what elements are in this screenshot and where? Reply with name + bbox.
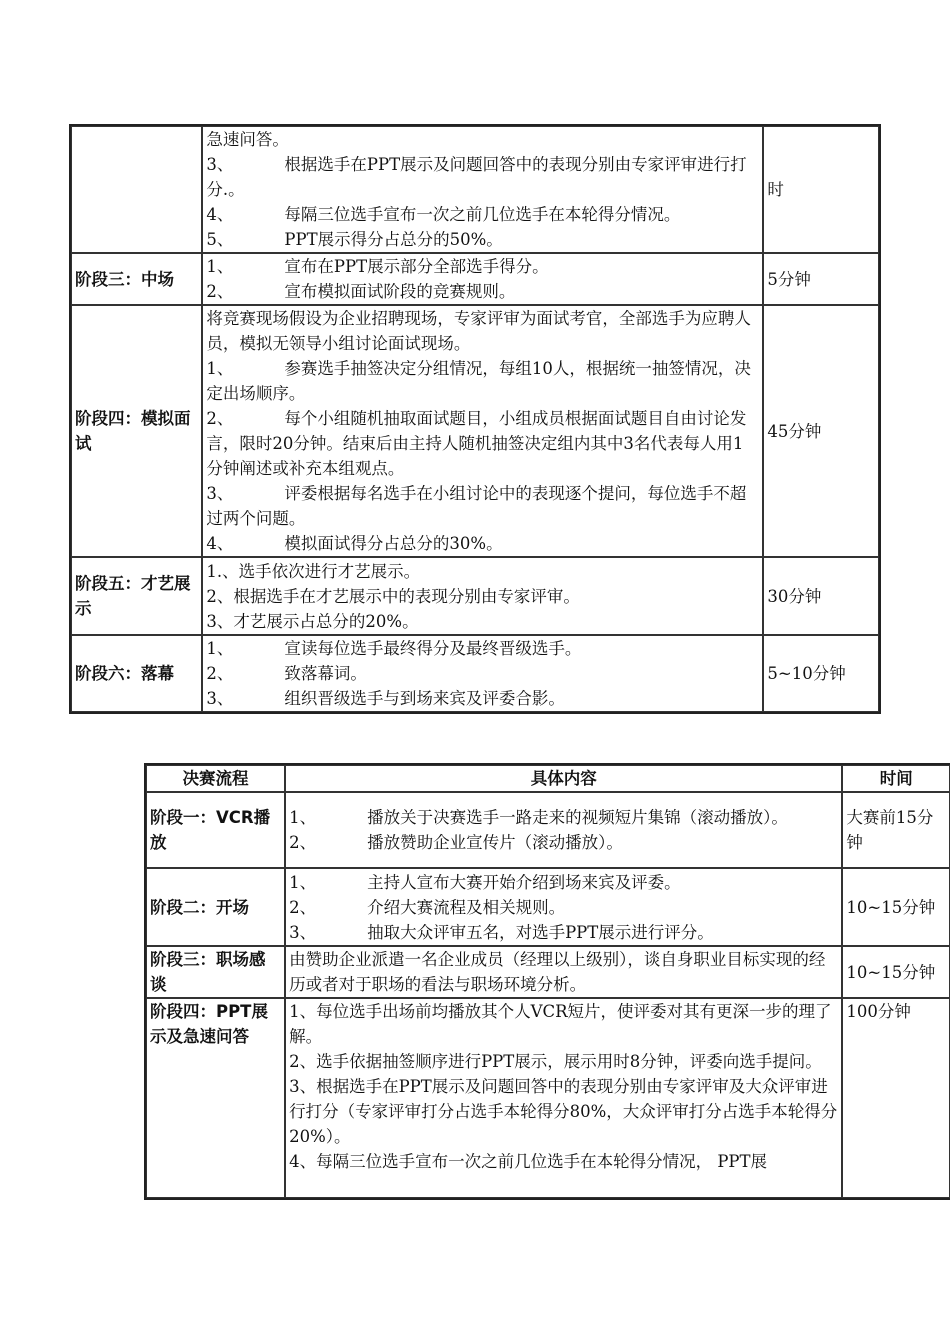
content-line: 3、 根据选手在PPT展示及问题回答中的表现分别由专家评审进行打分.。 <box>206 155 747 199</box>
stage-cell <box>71 126 202 253</box>
time-cell: 大赛前15分钟 <box>842 792 950 868</box>
stage-cell: 阶段一：VCR播放 <box>146 792 285 868</box>
content-cell <box>202 126 763 253</box>
content-line: 4、 模拟面试得分占总分的30%。 <box>206 534 503 553</box>
content-line: 2、选手依据抽签顺序进行PPT展示，展示用时8分钟，评委向选手提问。 <box>289 1052 822 1071</box>
content-line: 由赞助企业派遣一名企业成员（经理以上级别），谈自身职业目标实现的经历或者对于职场的看法与职场环境分析。 <box>289 950 826 994</box>
stage-cell: 阶段四：PPT展示及急速问答 <box>146 998 285 1198</box>
column-header-stage: 决赛流程 <box>146 765 285 792</box>
table-row <box>146 946 950 998</box>
content-cell <box>285 868 842 946</box>
content-line: 1、 播放关于决赛选手一路走来的视频短片集锦（滚动播放）。 <box>289 808 788 827</box>
table1-body <box>71 126 879 712</box>
header-row <box>146 765 950 792</box>
content-line: 3、 抽取大众评审五名，对选手PPT展示进行评分。 <box>289 922 714 942</box>
time-cell: 10~15分钟 <box>842 868 950 946</box>
content-line: 2、 致落幕词。 <box>206 664 367 683</box>
table-row <box>71 635 879 712</box>
content-line: 1、 主持人宣布大赛开始介绍到场来宾及评委。 <box>289 872 681 892</box>
content-line: 5、 PPT展示得分占总分的50%。 <box>206 230 503 249</box>
stage-cell: 阶段三：中场 <box>71 253 202 305</box>
stage-cell: 阶段六：落幕 <box>71 635 202 712</box>
content-line: 4、每隔三位选手宣布一次之前几位选手在本轮得分情况， PPT展 <box>289 1152 768 1171</box>
content-line: 2、 播放赞助企业宣传片（滚动播放）。 <box>289 833 623 852</box>
content-cell <box>202 635 763 712</box>
table-row <box>71 557 879 635</box>
content-line: 1、每位选手出场前均播放其个人VCR短片，使评委对其有更深一步的理了解。 <box>289 1002 832 1046</box>
table-row <box>71 253 879 305</box>
content-line: 1.、选手依次进行才艺展示。 <box>206 561 421 581</box>
content-line: 1、 宣布在PPT展示部分全部选手得分。 <box>206 257 549 276</box>
final-schedule-table <box>144 763 950 1200</box>
column-header-time: 时间 <box>842 765 950 792</box>
content-line: 急速问答。 <box>206 130 289 149</box>
time-cell: 30分钟 <box>763 557 879 635</box>
table-row <box>146 868 950 946</box>
content-line: 3、才艺展示占总分的20%。 <box>206 611 419 631</box>
time-cell: 时 <box>763 126 879 253</box>
table-row <box>146 792 950 868</box>
table2-body <box>146 792 950 1198</box>
content-line: 3、 评委根据每名选手在小组讨论中的表现逐个提问，每位选手不超过两个问题。 <box>206 484 747 528</box>
stage-cell: 阶段五：才艺展示 <box>71 557 202 635</box>
table2-header <box>146 765 950 792</box>
content-cell <box>285 792 842 868</box>
content-line: 2、 介绍大赛流程及相关规则。 <box>289 897 566 917</box>
stage-cell: 阶段三：职场感谈 <box>146 946 285 998</box>
content-line: 3、 组织晋级选手与到场来宾及评委合影。 <box>206 689 565 708</box>
content-cell <box>202 253 763 305</box>
content-line: 1、 宣读每位选手最终得分及最终晋级选手。 <box>206 639 582 658</box>
content-line: 2、 每个小组随机抽取面试题目，小组成员根据面试题目自由讨论发言，限时20分钟。结束后由主持人随机抽签决定组内其中3名代表每人用1分钟阐述或补充本组观点。 <box>206 409 747 478</box>
content-line: 将竞赛现场假设为企业招聘现场，专家评审为面试考官，全部选手为应聘人员，模拟无领导小组讨论面试现场。 <box>206 309 751 353</box>
stage-cell: 阶段四：模拟面试 <box>71 305 202 557</box>
column-header-content: 具体内容 <box>285 765 842 792</box>
content-line: 2、 宣布模拟面试阶段的竞赛规则。 <box>206 282 516 301</box>
content-cell <box>285 946 842 998</box>
schedule-table-continued <box>69 124 881 714</box>
time-cell: 100分钟 <box>842 998 950 1198</box>
time-cell: 5分钟 <box>763 253 879 305</box>
table-row <box>71 305 879 557</box>
content-line: 3、根据选手在PPT展示及问题回答中的表现分别由专家评审及大众评审进行打分（专家评审打分占选手本轮得分80%，大众评审打分占选手本轮得分20%）。 <box>289 1077 838 1146</box>
content-line: 1、 参赛选手抽签决定分组情况，每组10人，根据统一抽签情况，决定出场顺序。 <box>206 359 751 403</box>
time-cell: 5~10分钟 <box>763 635 879 712</box>
content-cell <box>285 998 842 1198</box>
time-cell: 45分钟 <box>763 305 879 557</box>
content-cell <box>202 557 763 635</box>
stage-cell: 阶段二：开场 <box>146 868 285 946</box>
time-cell: 10~15分钟 <box>842 946 950 998</box>
table-row <box>146 998 950 1198</box>
content-cell <box>202 305 763 557</box>
content-line: 2、根据选手在才艺展示中的表现分别由专家评审。 <box>206 586 580 606</box>
table-row <box>71 126 879 253</box>
content-line: 4、 每隔三位选手宣布一次之前几位选手在本轮得分情况。 <box>206 205 681 224</box>
